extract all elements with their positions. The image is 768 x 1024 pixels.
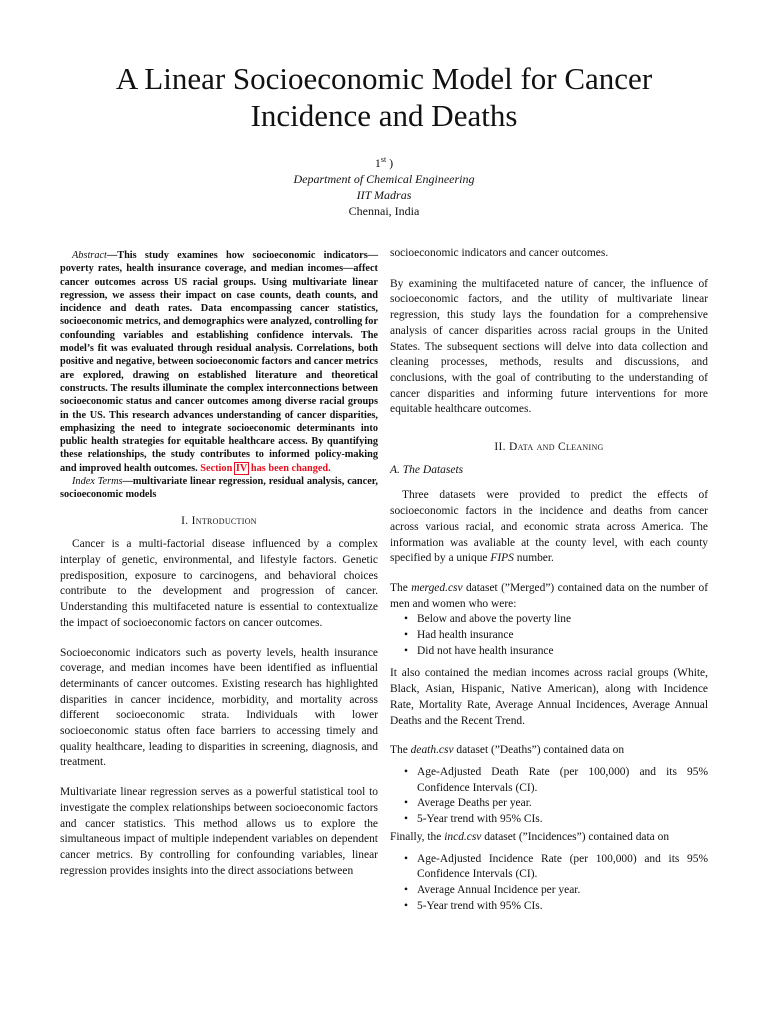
abstract-lead: Abstract — [72, 250, 107, 261]
intro-paragraph-3-continued: socioeconomic indicators and cancer outcomes. — [390, 247, 609, 259]
right-column — [390, 246, 708, 914]
author-ordinal-sup: st — [380, 155, 387, 164]
incd-text: dataset (”Incidences”) contained data on — [484, 830, 670, 843]
author-institute: IIT Madras — [356, 188, 412, 202]
death-paragraph — [390, 743, 708, 759]
death-lead: The — [390, 744, 408, 757]
intro-paragraph-3: Multivariate linear regression serves as a powerful statistical tool to investigate the complex relationships between socioeconomic factors and cancer statistics. This method allows us to explore the simultaneous impact of multiple independent variables on dependent cancer metrics. By controlling for confounding variables, linear regression provides insights into the direct associations between — [60, 786, 378, 877]
incd-paragraph — [390, 830, 708, 846]
datasets-text: Three datasets were provided to predict the effects of socioeconomic factors in the incidence and deaths from cancer across various racial, and economic strata across America. The information was avaliable at the county level, with each county specified by a unique — [390, 489, 708, 565]
datasets-paragraph — [390, 488, 708, 567]
incd-list — [390, 852, 708, 915]
section-heading-data-cleaning — [390, 440, 708, 456]
section-number: II. — [494, 441, 506, 454]
list-item: • Age-Adjusted Death Rate (per 100,000) and its 95% Confidence Intervals (CI). — [417, 765, 708, 796]
list-item: • 5-Year trend with 95% CIs. — [417, 899, 708, 915]
list-item: • Average Annual Incidence per year. — [417, 883, 708, 899]
list-item: • Age-Adjusted Incidence Rate (per 100,000) and its 95% Confidence Intervals (CI). — [417, 852, 708, 883]
changed-prefix: Section — [200, 462, 233, 474]
list-item: • Did not have health insurance — [417, 644, 708, 660]
paper-title: A Linear Socioeconomic Model for Cancer Incidence and Deaths — [115, 61, 653, 133]
author-trail: ) — [389, 156, 394, 170]
list-item: • 5-Year trend with 95% CIs. — [417, 812, 708, 828]
incd-lead: Finally, the — [390, 830, 442, 843]
section-link[interactable]: IV — [235, 462, 248, 474]
list-item: • Had health insurance — [417, 628, 708, 644]
death-text: dataset (”Deaths”) contained data on — [456, 744, 625, 757]
merged-lead: The — [390, 581, 408, 594]
intro-paragraph-2: Socioeconomic indicators such as poverty levels, health insurance coverage, and median incomes have been identified as influential determinants of cancer outcomes. Existing research has highlighted disparities in cancer incidence, morbidity, and mortality across different socioeconomic strata. Individuals with lower socioeconomic status often face barriers to accessing timely and quality healthcare, leading to disparities in screening, diagnosis, and treatment. — [60, 646, 378, 769]
merged-text: dataset (”Merged”) contained data on the number of men and women who were: — [390, 581, 709, 610]
author-location: Chennai, India — [348, 204, 420, 218]
death-filename: death.csv — [410, 744, 454, 757]
list-item: • Below and above the poverty line — [417, 612, 708, 628]
author-ordinal: 1 — [374, 156, 381, 170]
index-terms-lead: Index Terms — [72, 476, 123, 488]
datasets-text-end: number. — [516, 552, 554, 565]
left-column — [60, 246, 378, 879]
incd-filename: incd.csv — [444, 830, 482, 843]
changed-suffix: has been changed. — [250, 462, 331, 474]
index-terms-text: —multivariate linear regression, residual analysis, cancer, socioeconomic models — [60, 476, 379, 501]
section-title: Data and Cleaning — [509, 441, 604, 454]
intro-paragraph-1: Cancer is a multi-factorial disease influenced by a complex interplay of genetic, environmental, and lifestyle factors. Genetic predisposition, exposure to carcinogens, and behavioral choices contribute to the development and progression of cancer. Understanding this multifaceted nature is essential to contextualize the impact of socioeconomic factors on cancer outcomes. — [60, 538, 378, 629]
merged-filename: merged.csv — [411, 581, 463, 594]
section-number: I. — [181, 514, 189, 527]
list-item: • Average Deaths per year. — [417, 796, 708, 812]
merged-list — [390, 612, 708, 659]
author-block — [84, 152, 684, 219]
index-terms — [60, 475, 378, 502]
intro-paragraph-4: By examining the multifaceted nature of cancer, the influence of socioeconomic factors, and the utility of multivariate linear regression, this study lays the foundation for a comprehensive analysis of cancer disparities across racial groups in the United States. The subsequent sections will delve into data collection and cleaning processes, methods, results and discussions, and conclusions, with the goal of contributing to the understanding of cancer disparities and informing future interventions for more equitable healthcare outcomes. — [390, 277, 708, 416]
author-department: Department of Chemical Engineering — [293, 172, 475, 186]
changed-notice — [200, 463, 330, 474]
abstract-text: —This study examines how socioeconomic indicators—poverty rates, health insurance coverage, and median incomes—affect cancer outcomes across US racial groups. Using multivariate linear regression, we assess their impact on case counts, death counts, and incidence and death rates. Data encompassing cancer statistics, socioeconomic metrics, and demographics were analyzed, controlling for confounding variables and establishing confidence intervals. The model’s fit was evaluated through residual analysis. Correlations, both positive and negative, between socioeconomic factors and cancer metrics are explored, drawing on established literature and theoretical constructs. The results illuminate the complex interconnections between socioeconomic status and cancer outcomes among diverse racial groups in the US. This research advances understanding of cancer disparities, emphasizing the need to integrate socioeconomic determinants into public health strategies for equitable healthcare access. By quantifying these relationships, the study contributes to informed policy-making and improved health outcomes. — [60, 250, 378, 474]
merged-extra-paragraph: It also contained the median incomes across racial groups (White, Black, Asian, Hispanic, Native American), along with Incidence Rate, Mortality Rate, Average Annual Incidences, Average Annual Deaths and the Recent Trend. — [390, 667, 708, 727]
section-heading-introduction — [60, 514, 378, 530]
death-list — [390, 765, 708, 828]
abstract — [60, 249, 378, 475]
section-title: Introduction — [191, 514, 257, 527]
fips-term: FIPS — [490, 552, 514, 565]
merged-paragraph — [390, 581, 708, 612]
subsection-datasets: A. The Datasets — [390, 463, 464, 476]
author-name — [84, 152, 684, 171]
